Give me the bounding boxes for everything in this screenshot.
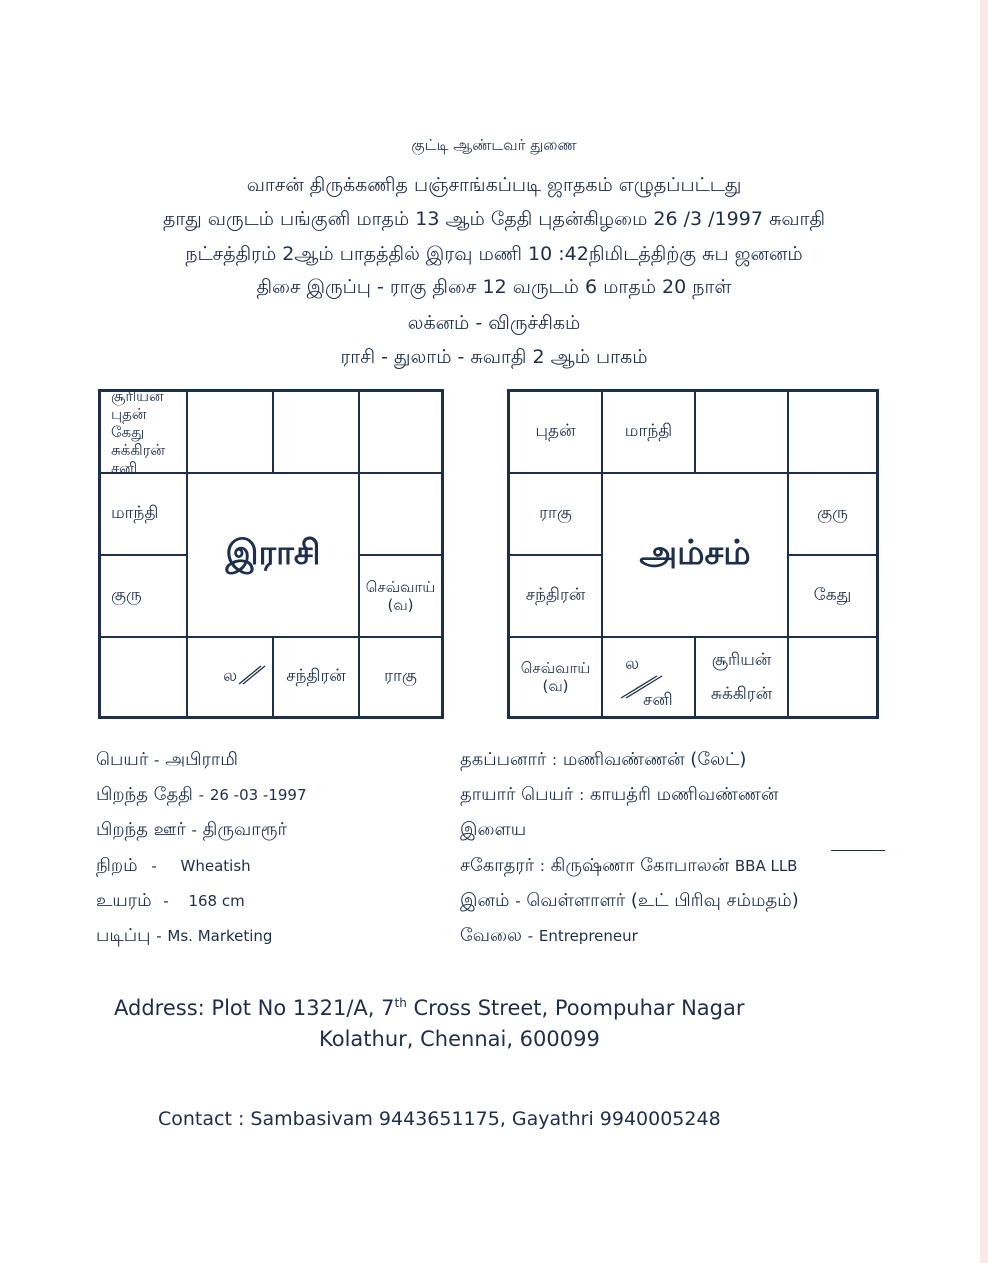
amsam-cell-r4c3: [695, 637, 788, 717]
detail-sep: -: [198, 786, 205, 804]
detail-father: [460, 749, 746, 772]
planet-label: சூரியன்: [111, 387, 164, 405]
rasi-cell-r1c2: [187, 391, 273, 473]
detail-sep: -: [156, 927, 162, 945]
address-part: Plot No 1321/A, 7: [211, 996, 395, 1020]
detail-community: [460, 890, 799, 913]
amsam-cell-r4c1: [509, 637, 602, 717]
detail-value: Wheatish: [180, 857, 251, 875]
rasi-cell-r1c4: [359, 391, 442, 473]
amsam-cell-r3c1: [509, 555, 602, 637]
detail-sep: -: [163, 892, 169, 910]
detail-complexion: [96, 855, 251, 878]
retrograde-mark: (வ): [542, 677, 569, 695]
detail-sep: -: [153, 751, 160, 769]
detail-value: வெள்ளாளர் (உட் பிரிவு சம்மதம்): [526, 890, 799, 911]
rasi-cell-r4c4: [359, 637, 442, 717]
detail-education: [96, 925, 272, 948]
header-line-3: நட்சத்திரம் 2ஆம் பாதத்தில் இரவு மணி 10 :42நிமிடத்திற்கு சுப ஜனனம்: [185, 243, 803, 265]
planet-label: செவ்வாய்: [365, 578, 436, 596]
detail-label: படிப்பு: [96, 925, 151, 946]
header-line-4: திசை இருப்பு - ராகு திசை 12 வருடம் 6 மாதம் 20 நாள்: [256, 276, 732, 298]
detail-label: பெயர்: [96, 749, 149, 770]
address-ordinal: th: [394, 996, 407, 1010]
planet-label: மாந்தி: [111, 503, 159, 523]
rasi-cell-r2c4: [359, 473, 442, 555]
rasi-cell-r4c2: [187, 637, 273, 717]
detail-value: அபிராமி: [165, 749, 238, 770]
header-line-2: தாது வருடம் பங்குனி மாதம் 13 ஆம் தேதி புதன்கிழமை 26 /3 /1997 சுவாதி: [162, 208, 826, 230]
rasi-cell-r4c3: [273, 637, 359, 717]
detail-value: கிருஷ்ணா கோபாலன்: [550, 855, 730, 876]
planet-label: கேது: [111, 423, 145, 441]
header-line-1: வாசன் திருக்கணித பஞ்சாங்கப்படி ஜாதகம் எழுதப்பட்டது: [246, 174, 742, 196]
detail-label: பிறந்த தேதி: [96, 784, 193, 805]
lagna-slash-icon: [237, 664, 267, 686]
rasi-chart: [98, 389, 444, 719]
planet-label: மாந்தி: [624, 421, 673, 441]
detail-label: வேலை: [460, 925, 522, 946]
detail-label: தாயார் பெயர்: [460, 784, 574, 805]
rasi-cell-r2c1: [100, 473, 187, 555]
detail-mother: [460, 784, 778, 807]
amsam-cell-r1c3: [695, 391, 788, 473]
rasi-cell-r3c1: [100, 555, 187, 637]
address-part: Cross Street, Poompuhar Nagar: [406, 996, 745, 1020]
amsam-cell-r1c2: [602, 391, 695, 473]
amsam-cell-r4c4: [788, 637, 877, 717]
blessing-line: குட்டி ஆண்டவர் துணை: [411, 136, 577, 154]
detail-sep: -: [191, 821, 197, 839]
detail-label: சகோதரர்: [460, 855, 535, 876]
detail-value: Ms. Marketing: [167, 927, 273, 945]
detail-value: 26 -03 -1997: [209, 786, 307, 804]
detail-label: இனம்: [460, 890, 510, 911]
contact-line: Contact : Sambasivam 9443651175, Gayathri 9940005248: [158, 1108, 721, 1130]
planet-label: குரு: [817, 503, 848, 523]
detail-sep: :: [552, 751, 558, 769]
rasi-title: இராசி: [225, 533, 321, 573]
planet-label: சந்திரன்: [525, 585, 586, 605]
planet-label: சூரியன்: [711, 650, 772, 670]
planet-label: சந்திரன்: [286, 666, 346, 686]
planet-label: சுக்கிரன்: [710, 684, 773, 704]
rasi-line: ராசி - துலாம் - சுவாதி 2 ஆம் பாகம்: [340, 346, 648, 368]
detail-value: மணிவண்ணன் (லேட்): [562, 749, 747, 770]
amsam-cell-r2c1: [509, 473, 602, 555]
detail-sep: -: [527, 927, 534, 945]
detail-label: தகப்பனார்: [460, 749, 547, 770]
planet-label: குரு: [111, 585, 142, 605]
detail-label: நிறம்: [96, 855, 138, 876]
amsam-cell-r1c4: [788, 391, 877, 473]
planet-label: புதன்: [111, 405, 147, 423]
detail-name: [96, 749, 238, 772]
lagna-label: ல: [625, 654, 640, 674]
planet-label: ராகு: [384, 666, 417, 686]
planet-label: செவ்வாய்: [520, 659, 591, 677]
rasi-cell-r3c4: [359, 555, 442, 637]
detail-label: உயரம்: [96, 890, 152, 911]
amsam-chart: [507, 389, 879, 719]
detail-occupation: [460, 925, 638, 948]
planet-label: புதன்: [535, 421, 576, 441]
planet-label: சுக்கிரன்: [111, 441, 165, 459]
detail-value: 168 cm: [188, 892, 245, 910]
retrograde-mark: (வ): [387, 596, 414, 614]
planet-label: சனி: [643, 690, 673, 710]
detail-label: பிறந்த ஊர்: [96, 819, 186, 840]
detail-value: காயத்ரி மணிவண்ணன்: [589, 784, 779, 805]
detail-birthplace: [96, 819, 287, 842]
lagnam-line: லக்னம் - விருச்சிகம்: [407, 312, 581, 334]
address-line-1: [114, 996, 745, 1020]
decorative-rule: [831, 850, 885, 851]
detail-height: [96, 890, 245, 913]
amsam-cell-r1c1: [509, 391, 602, 473]
amsam-chart-title: [602, 473, 788, 637]
amsam-cell-r4c2: [602, 637, 695, 717]
detail-younger: [460, 819, 526, 842]
rasi-cell-r1c3: [273, 391, 359, 473]
detail-sep: -: [151, 857, 157, 875]
address-label: Address:: [114, 996, 205, 1020]
rasi-chart-title: [187, 473, 359, 637]
planet-label: கேது: [813, 585, 852, 605]
amsam-cell-r3c4: [788, 555, 877, 637]
rasi-cell-r1c1: [100, 387, 187, 477]
planet-label: ராகு: [539, 503, 572, 523]
detail-sep: -: [515, 892, 521, 910]
detail-brother: [460, 855, 797, 878]
lagna-label: ல: [222, 666, 238, 686]
amsam-title: அம்சம்: [639, 533, 751, 573]
detail-value: Entrepreneur: [538, 927, 638, 945]
detail-sep: :: [579, 786, 585, 804]
detail-dob: [96, 784, 307, 807]
amsam-cell-r2c4: [788, 473, 877, 555]
planet-label: சனி: [111, 459, 138, 477]
detail-sep: :: [539, 857, 545, 875]
rasi-cell-r4c1: [100, 637, 187, 717]
detail-label: இளைய: [460, 819, 527, 840]
detail-extra: BBA LLB: [734, 857, 798, 875]
address-line-2: Kolathur, Chennai, 600099: [319, 1027, 600, 1051]
detail-value: திருவாரூர்: [202, 819, 287, 840]
